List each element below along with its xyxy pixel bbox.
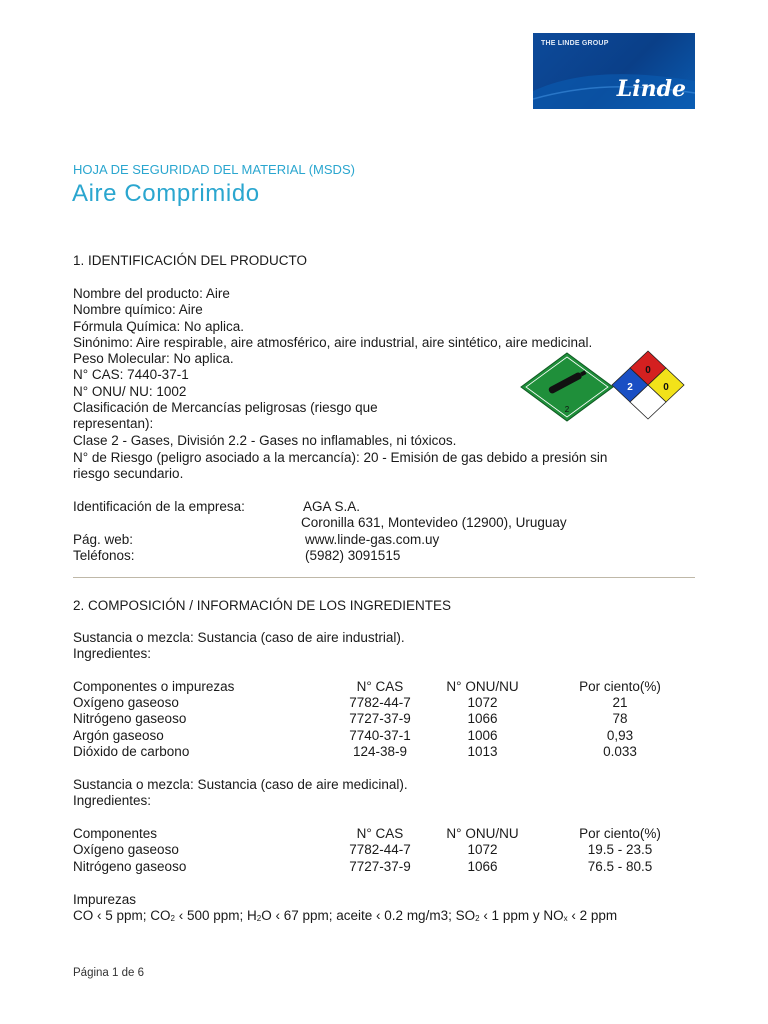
impurity-so2: ‹ 1 ppm y NO [483,908,564,923]
table-cell: 19.5 - 23.5 [587,842,653,857]
synonym-line: Sinónimo: Aire respirable, aire atmosférico, aire industrial, aire sintético, aire medicinal. [73,335,593,350]
table-cell: 0.033 [603,744,637,759]
section-divider [73,577,695,578]
table-cell: Dióxido de carbono [73,744,190,759]
table-cell: 7727-37-9 [349,711,411,726]
formula-line: Fórmula Química: No aplica. [73,319,245,334]
table-header: N° CAS [356,826,404,841]
medicinal-substance-line: Sustancia o mezcla: Sustancia (caso de aire medicinal). [73,777,408,792]
table-cell: Nitrógeno gaseoso [73,859,187,874]
section1-heading: 1. IDENTIFICACIÓN DEL PRODUCTO [73,253,308,268]
nfpa-flammability: 0 [645,365,651,376]
nfpa-reactivity: 0 [663,382,669,393]
table-cell: 76.5 - 80.5 [587,859,653,874]
nfpa-health: 2 [627,382,633,393]
table-cell: 1013 [467,744,498,759]
impurities-label: Impurezas [73,892,137,907]
subscript: 2 [170,914,175,923]
nfpa-diamond-icon [611,350,685,423]
table-cell: 1006 [467,728,498,743]
page-number: Página 1 de 6 [73,967,144,979]
document-title: Aire Comprimido [72,180,260,207]
classification-line-2: representan): [73,416,154,431]
product-name-line: Nombre del producto: Aire [73,286,230,301]
phone-label: Teléfonos: [73,548,135,563]
web-link[interactable]: www.linde-gas.com.uy [305,532,440,547]
molecular-weight-line: Peso Molecular: No aplica. [73,351,234,366]
table-cell: 1072 [467,842,498,857]
table-header: Componentes o impurezas [73,679,235,694]
gas-class-label-icon [520,352,614,425]
onu-line: N° ONU/ NU: 1002 [73,384,187,399]
table-cell: Argón gaseoso [73,728,164,743]
table-cell: 7782-44-7 [349,695,411,710]
table-header: Por ciento(%) [579,679,661,694]
table-header: N° ONU/NU [446,679,519,694]
risk-number-line-2: riesgo secundario. [73,466,184,481]
table-cell: 78 [612,711,628,726]
company-name: AGA S.A. [303,499,361,514]
gas-class-number: 2 [564,405,570,414]
table-header: N° CAS [356,679,404,694]
impurities-line [73,908,617,928]
table-cell: 0,93 [606,728,634,743]
table-cell: 7740-37-1 [349,728,411,743]
section2-heading: 2. COMPOSICIÓN / INFORMACIÓN DE LOS INGREDIENTES [73,598,452,613]
impurity-h2o: O ‹ 67 ppm; aceite ‹ 0.2 mg/m3; SO [261,908,476,923]
industrial-ingredients-label: Ingredientes: [73,646,152,661]
subscript: x [563,914,568,923]
table-cell: Oxígeno gaseoso [73,842,179,857]
table-header: Por ciento(%) [579,826,661,841]
medicinal-ingredients-label: Ingredientes: [73,793,152,808]
document-subtitle: HOJA DE SEGURIDAD DEL MATERIAL (MSDS) [73,162,355,177]
web-label: Pág. web: [73,532,134,547]
table-header: N° ONU/NU [446,826,519,841]
impurity-co2: ‹ 500 ppm; H [178,908,257,923]
table-cell: 124-38-9 [352,744,408,759]
table-cell: 7782-44-7 [349,842,411,857]
table-cell: Oxígeno gaseoso [73,695,179,710]
cas-line: N° CAS: 7440-37-1 [73,367,189,382]
linde-logo [533,33,695,109]
subscript: 2 [256,914,262,923]
table-cell: 1072 [467,695,498,710]
company-address: Coronilla 631, Montevideo (12900), Uruguay [301,515,567,530]
risk-number-line: N° de Riesgo (peligro asociado a la mercancía): 20 - Emisión de gas debido a presión sin [73,450,608,465]
phone-value: (5982) 3091515 [305,548,401,563]
subscript: 2 [475,914,480,923]
logo-brand-text: Linde [616,76,686,102]
table-cell: 1066 [467,711,498,726]
table-cell: 7727-37-9 [349,859,411,874]
table-cell: 1066 [467,859,498,874]
chemical-name-line: Nombre químico: Aire [73,302,203,317]
table-header: Componentes [73,826,158,841]
company-label: Identificación de la empresa: [73,499,245,514]
impurity-nox: ‹ 2 ppm [571,908,618,923]
table-cell: 21 [612,695,628,710]
class-line: Clase 2 - Gases, División 2.2 - Gases no inflamables, ni tóxicos. [73,433,457,448]
impurity-co: CO ‹ 5 ppm; CO [73,908,171,923]
table-cell: Nitrógeno gaseoso [73,711,187,726]
logo-group-text: THE LINDE GROUP [541,40,609,47]
classification-line: Clasificación de Mercancías peligrosas (riesgo que [73,400,378,415]
industrial-substance-line: Sustancia o mezcla: Sustancia (caso de aire industrial). [73,630,405,645]
